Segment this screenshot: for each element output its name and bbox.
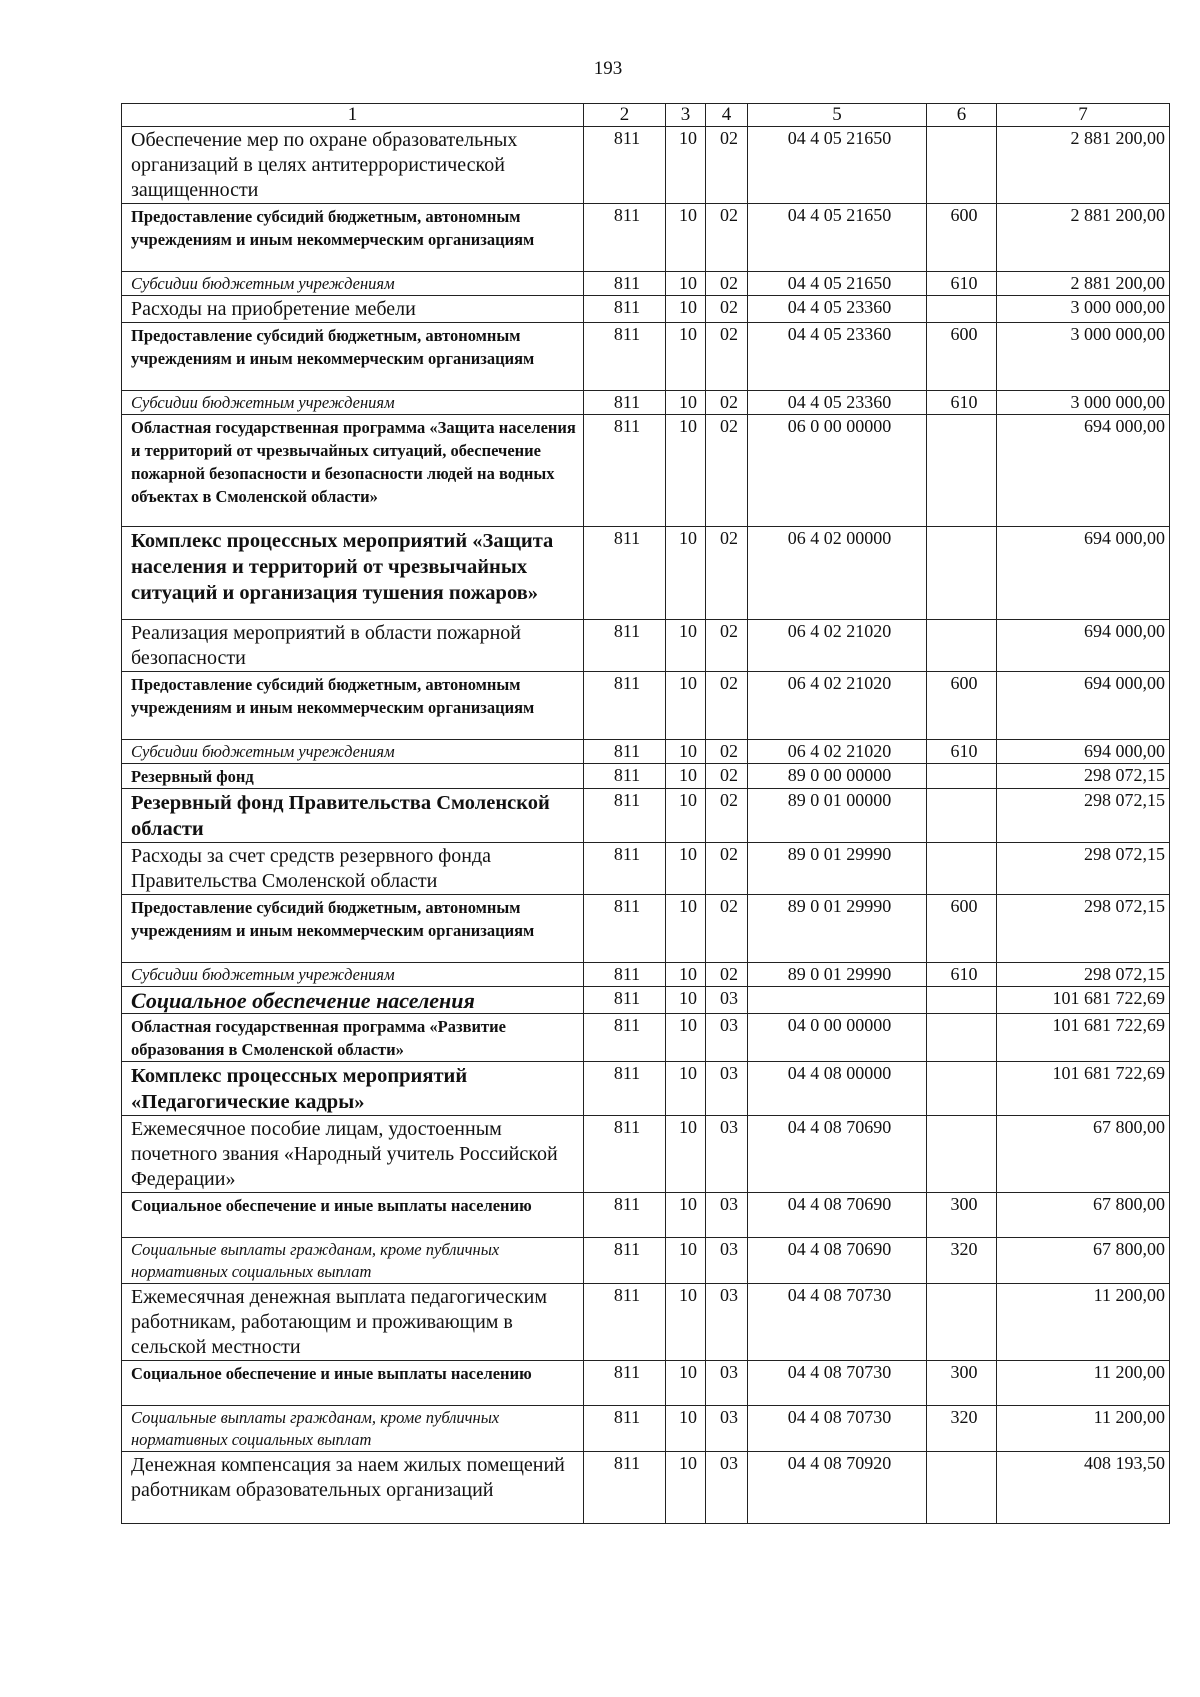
ministry-code: 811: [584, 843, 666, 895]
table-row: [122, 895, 1170, 963]
table-row: [122, 987, 1170, 1014]
row-name: Предоставление субсидий бюджетным, автономным учреждениям и иным некоммерческим организациям: [122, 672, 584, 740]
ministry-code: 811: [584, 620, 666, 672]
ministry-code: 811: [584, 740, 666, 764]
subsection-code: 02: [706, 789, 748, 843]
subsection-code: 02: [706, 843, 748, 895]
subsection-code: 02: [706, 740, 748, 764]
section-code: 10: [666, 789, 706, 843]
table-row: [122, 1284, 1170, 1361]
row-name: Предоставление субсидий бюджетным, автономным учреждениям и иным некоммерческим организациям: [122, 204, 584, 272]
expense-type-code: [927, 415, 997, 527]
target-article-code: 89 0 01 29990: [748, 963, 927, 987]
ministry-code: 811: [584, 127, 666, 204]
column-header: 5: [748, 104, 927, 127]
section-code: 10: [666, 127, 706, 204]
section-code: 10: [666, 620, 706, 672]
expense-type-code: [927, 1014, 997, 1062]
section-code: 10: [666, 1062, 706, 1116]
row-name: Субсидии бюджетным учреждениям: [122, 272, 584, 296]
row-name: Ежемесячная денежная выплата педагогическим работникам, работающим и проживающим в сельской местности: [122, 1284, 584, 1361]
table-row: [122, 1014, 1170, 1062]
target-article-code: 89 0 01 29990: [748, 843, 927, 895]
section-code: 10: [666, 672, 706, 740]
row-name: Предоставление субсидий бюджетным, автономным учреждениям и иным некоммерческим организациям: [122, 323, 584, 391]
table-row: [122, 620, 1170, 672]
amount: 694 000,00: [997, 740, 1170, 764]
amount: 11 200,00: [997, 1284, 1170, 1361]
target-article-code: 04 4 05 23360: [748, 296, 927, 323]
table-row: [122, 843, 1170, 895]
expense-type-code: 320: [927, 1238, 997, 1284]
ministry-code: 811: [584, 1284, 666, 1361]
expense-type-code: [927, 1062, 997, 1116]
table-row: [122, 296, 1170, 323]
subsection-code: 02: [706, 764, 748, 789]
row-name: Субсидии бюджетным учреждениям: [122, 740, 584, 764]
column-header: 2: [584, 104, 666, 127]
section-code: 10: [666, 391, 706, 415]
subsection-code: 03: [706, 987, 748, 1014]
target-article-code: 04 4 08 70730: [748, 1284, 927, 1361]
table-row: [122, 527, 1170, 620]
amount: 694 000,00: [997, 415, 1170, 527]
section-code: 10: [666, 1193, 706, 1238]
table-row: [122, 740, 1170, 764]
subsection-code: 02: [706, 963, 748, 987]
table-row: [122, 764, 1170, 789]
column-header: 6: [927, 104, 997, 127]
column-number-row: [122, 104, 1170, 127]
amount: 3 000 000,00: [997, 296, 1170, 323]
target-article-code: 04 4 08 70920: [748, 1452, 927, 1524]
target-article-code: 04 4 05 23360: [748, 323, 927, 391]
target-article-code: 04 4 05 21650: [748, 272, 927, 296]
column-header: 3: [666, 104, 706, 127]
row-name: Социальные выплаты гражданам, кроме публичных нормативных социальных выплат: [122, 1238, 584, 1284]
table-body: [122, 127, 1170, 1524]
column-header: 4: [706, 104, 748, 127]
row-name: Социальные выплаты гражданам, кроме публичных нормативных социальных выплат: [122, 1406, 584, 1452]
amount: 298 072,15: [997, 895, 1170, 963]
subsection-code: 03: [706, 1406, 748, 1452]
subsection-code: 02: [706, 895, 748, 963]
expense-type-code: 610: [927, 391, 997, 415]
amount: 101 681 722,69: [997, 1014, 1170, 1062]
target-article-code: 04 4 08 70730: [748, 1406, 927, 1452]
expense-type-code: 600: [927, 204, 997, 272]
subsection-code: 03: [706, 1238, 748, 1284]
amount: 298 072,15: [997, 963, 1170, 987]
ministry-code: 811: [584, 272, 666, 296]
row-name: Субсидии бюджетным учреждениям: [122, 963, 584, 987]
target-article-code: 89 0 00 00000: [748, 764, 927, 789]
row-name: Резервный фонд Правительства Смоленской области: [122, 789, 584, 843]
row-name: Социальное обеспечение населения: [122, 987, 584, 1014]
amount: 3 000 000,00: [997, 323, 1170, 391]
table-row: [122, 272, 1170, 296]
row-name: Комплекс процессных мероприятий «Защита населения и территорий от чрезвычайных ситуаций и организация тушения пожаров»: [122, 527, 584, 620]
table-row: [122, 127, 1170, 204]
section-code: 10: [666, 740, 706, 764]
subsection-code: 02: [706, 204, 748, 272]
row-name: Денежная компенсация за наем жилых помещений работникам образовательных организаций: [122, 1452, 584, 1524]
ministry-code: 811: [584, 204, 666, 272]
page-number: 193: [593, 58, 623, 79]
section-code: 10: [666, 843, 706, 895]
section-code: 10: [666, 296, 706, 323]
target-article-code: 89 0 01 29990: [748, 895, 927, 963]
section-code: 10: [666, 415, 706, 527]
amount: 101 681 722,69: [997, 987, 1170, 1014]
expense-type-code: 300: [927, 1193, 997, 1238]
ministry-code: 811: [584, 789, 666, 843]
ministry-code: 811: [584, 1193, 666, 1238]
subsection-code: 03: [706, 1284, 748, 1361]
target-article-code: 04 4 05 21650: [748, 127, 927, 204]
row-name: Расходы на приобретение мебели: [122, 296, 584, 323]
expense-type-code: 320: [927, 1406, 997, 1452]
ministry-code: 811: [584, 1452, 666, 1524]
section-code: 10: [666, 1452, 706, 1524]
row-name: Субсидии бюджетным учреждениям: [122, 391, 584, 415]
expense-type-code: 600: [927, 672, 997, 740]
row-name: Областная государственная программа «Развитие образования в Смоленской области»: [122, 1014, 584, 1062]
section-code: 10: [666, 323, 706, 391]
ministry-code: 811: [584, 895, 666, 963]
amount: 2 881 200,00: [997, 272, 1170, 296]
amount: 2 881 200,00: [997, 127, 1170, 204]
ministry-code: 811: [584, 1361, 666, 1406]
target-article-code: [748, 987, 927, 1014]
subsection-code: 02: [706, 620, 748, 672]
target-article-code: 04 4 05 23360: [748, 391, 927, 415]
column-header: 7: [997, 104, 1170, 127]
table-row: [122, 415, 1170, 527]
subsection-code: 02: [706, 127, 748, 204]
ministry-code: 811: [584, 764, 666, 789]
expense-type-code: [927, 127, 997, 204]
subsection-code: 03: [706, 1116, 748, 1193]
ministry-code: 811: [584, 987, 666, 1014]
expense-type-code: [927, 620, 997, 672]
amount: 11 200,00: [997, 1361, 1170, 1406]
amount: 408 193,50: [997, 1452, 1170, 1524]
expense-type-code: [927, 843, 997, 895]
target-article-code: 04 4 08 70730: [748, 1361, 927, 1406]
expense-type-code: 600: [927, 323, 997, 391]
target-article-code: 06 4 02 00000: [748, 527, 927, 620]
target-article-code: 06 4 02 21020: [748, 620, 927, 672]
table-row: [122, 204, 1170, 272]
amount: 67 800,00: [997, 1238, 1170, 1284]
subsection-code: 03: [706, 1361, 748, 1406]
ministry-code: 811: [584, 296, 666, 323]
row-name: Резервный фонд: [122, 764, 584, 789]
subsection-code: 02: [706, 672, 748, 740]
expense-type-code: [927, 527, 997, 620]
section-code: 10: [666, 1284, 706, 1361]
section-code: 10: [666, 272, 706, 296]
target-article-code: 04 4 08 70690: [748, 1238, 927, 1284]
section-code: 10: [666, 1014, 706, 1062]
ministry-code: 811: [584, 323, 666, 391]
row-name: Комплекс процессных мероприятий «Педагогические кадры»: [122, 1062, 584, 1116]
section-code: 10: [666, 895, 706, 963]
section-code: 10: [666, 204, 706, 272]
subsection-code: 02: [706, 415, 748, 527]
subsection-code: 02: [706, 272, 748, 296]
target-article-code: 06 4 02 21020: [748, 740, 927, 764]
subsection-code: 03: [706, 1193, 748, 1238]
row-name: Обеспечение мер по охране образовательных организаций в целях антитеррористической защищенности: [122, 127, 584, 204]
expense-type-code: [927, 1452, 997, 1524]
amount: 2 881 200,00: [997, 204, 1170, 272]
amount: 67 800,00: [997, 1193, 1170, 1238]
row-name: Реализация мероприятий в области пожарной безопасности: [122, 620, 584, 672]
amount: 11 200,00: [997, 1406, 1170, 1452]
section-code: 10: [666, 764, 706, 789]
subsection-code: 03: [706, 1014, 748, 1062]
ministry-code: 811: [584, 415, 666, 527]
table-row: [122, 1238, 1170, 1284]
ministry-code: 811: [584, 963, 666, 987]
section-code: 10: [666, 987, 706, 1014]
target-article-code: 04 0 00 00000: [748, 1014, 927, 1062]
amount: 67 800,00: [997, 1116, 1170, 1193]
target-article-code: 89 0 01 00000: [748, 789, 927, 843]
section-code: 10: [666, 1361, 706, 1406]
section-code: 10: [666, 1238, 706, 1284]
section-code: 10: [666, 1116, 706, 1193]
table-row: [122, 789, 1170, 843]
table-row: [122, 323, 1170, 391]
row-name: Ежемесячное пособие лицам, удостоенным почетного звания «Народный учитель Российской Федерации»: [122, 1116, 584, 1193]
row-name: Социальное обеспечение и иные выплаты населению: [122, 1193, 584, 1238]
ministry-code: 811: [584, 1014, 666, 1062]
ministry-code: 811: [584, 1406, 666, 1452]
target-article-code: 04 4 05 21650: [748, 204, 927, 272]
amount: 298 072,15: [997, 764, 1170, 789]
table-row: [122, 1361, 1170, 1406]
table-row: [122, 672, 1170, 740]
ministry-code: 811: [584, 391, 666, 415]
ministry-code: 811: [584, 1116, 666, 1193]
amount: 3 000 000,00: [997, 391, 1170, 415]
amount: 694 000,00: [997, 620, 1170, 672]
expense-type-code: 610: [927, 740, 997, 764]
budget-table: [121, 103, 1170, 1524]
ministry-code: 811: [584, 1062, 666, 1116]
ministry-code: 811: [584, 672, 666, 740]
section-code: 10: [666, 527, 706, 620]
expense-type-code: [927, 296, 997, 323]
row-name: Расходы за счет средств резервного фонда Правительства Смоленской области: [122, 843, 584, 895]
ministry-code: 811: [584, 527, 666, 620]
expense-type-code: [927, 1284, 997, 1361]
subsection-code: 02: [706, 323, 748, 391]
expense-type-code: 600: [927, 895, 997, 963]
subsection-code: 03: [706, 1062, 748, 1116]
subsection-code: 02: [706, 527, 748, 620]
table-row: [122, 1193, 1170, 1238]
target-article-code: 04 4 08 70690: [748, 1116, 927, 1193]
expense-type-code: [927, 789, 997, 843]
row-name: Предоставление субсидий бюджетным, автономным учреждениям и иным некоммерческим организациям: [122, 895, 584, 963]
table-row: [122, 963, 1170, 987]
subsection-code: 03: [706, 1452, 748, 1524]
target-article-code: 04 4 08 70690: [748, 1193, 927, 1238]
target-article-code: 06 0 00 00000: [748, 415, 927, 527]
column-header: 1: [122, 104, 584, 127]
amount: 298 072,15: [997, 843, 1170, 895]
amount: 694 000,00: [997, 527, 1170, 620]
expense-type-code: 610: [927, 272, 997, 296]
row-name: Областная государственная программа «Защита населения и территорий от чрезвычайных ситуаций, обеспечение пожарной безопасности и безопасности людей на водных объектах в Смоленской области»: [122, 415, 584, 527]
ministry-code: 811: [584, 1238, 666, 1284]
expense-type-code: [927, 987, 997, 1014]
amount: 298 072,15: [997, 789, 1170, 843]
table-row: [122, 1406, 1170, 1452]
table-row: [122, 391, 1170, 415]
table-row: [122, 1062, 1170, 1116]
expense-type-code: 300: [927, 1361, 997, 1406]
expense-type-code: [927, 1116, 997, 1193]
target-article-code: 04 4 08 00000: [748, 1062, 927, 1116]
section-code: 10: [666, 963, 706, 987]
amount: 694 000,00: [997, 672, 1170, 740]
target-article-code: 06 4 02 21020: [748, 672, 927, 740]
subsection-code: 02: [706, 391, 748, 415]
subsection-code: 02: [706, 296, 748, 323]
amount: 101 681 722,69: [997, 1062, 1170, 1116]
section-code: 10: [666, 1406, 706, 1452]
table-row: [122, 1452, 1170, 1524]
expense-type-code: 610: [927, 963, 997, 987]
table-row: [122, 1116, 1170, 1193]
row-name: Социальное обеспечение и иные выплаты населению: [122, 1361, 584, 1406]
expense-type-code: [927, 764, 997, 789]
